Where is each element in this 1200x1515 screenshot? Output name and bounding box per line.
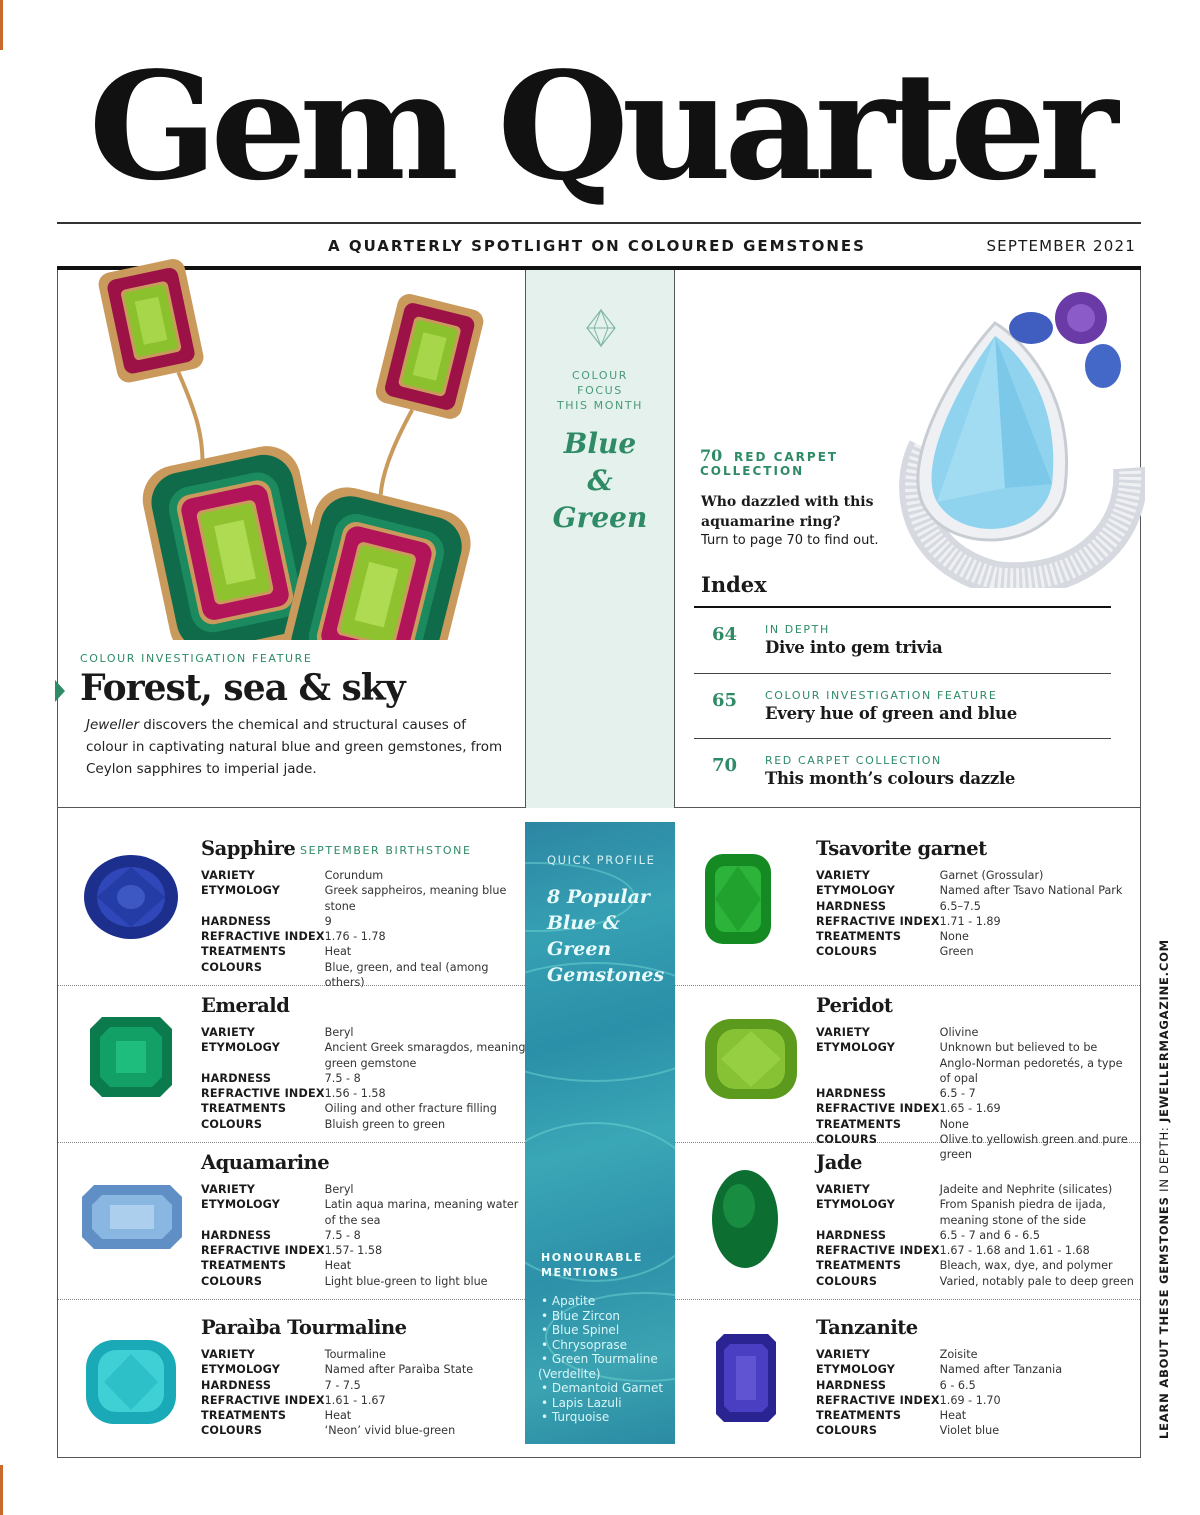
emerald-gem-image [88, 1015, 174, 1099]
index-headline: Every hue of green and blue [765, 704, 1017, 723]
colour-focus-label: COLOUR FOCUS THIS MONTH [556, 369, 644, 412]
paraiba-tourmaline-gem-image [84, 1338, 178, 1426]
peridot-gem-image [703, 1017, 799, 1101]
gem-name: Jade [816, 1151, 862, 1174]
gem-facts-table: VARIETY Jadeite and Nephrite (silicates) ETYMOLOGY From Spanish piedra de ijada, meaning stone of the side HARDNESS 6.5 - 7 and 6 - 6.5 REFRACTIVE INDEX 1.67 - 1.68 and 1.61 - 1.68 TREATMENTS Bleach, wax, dye, and polymer COLOURS Varied, notably pale to deep green [816, 1183, 1134, 1288]
gem-name: Paraìba Tourmaline [201, 1316, 407, 1339]
colour-focus-title: Blue & Green [552, 427, 648, 534]
gem-name: Aquamarine [201, 1151, 330, 1174]
list-item: • Apatite [541, 1294, 596, 1308]
feature-title: Forest, sea & sky [80, 667, 405, 709]
feature-body [86, 714, 506, 780]
index-item[interactable] [694, 608, 1111, 673]
row-divider [58, 1142, 525, 1143]
index-page-number: 70 [712, 755, 738, 776]
feature-body-text: discovers the chemical and structural causes of colour in captivating natural blue and green gemstones, from Ceylon sapphires to imperial jade. [86, 717, 503, 777]
sapphire-gem-image [82, 852, 180, 942]
tagline: A QUARTERLY SPOTLIGHT ON COLOURED GEMSTONES [328, 237, 866, 255]
row-divider [675, 1299, 1140, 1300]
quick-profile-title: 8 Popular Blue & Green Gemstones [547, 886, 665, 986]
gem-facts-table: VARIETY Beryl ETYMOLOGY Latin aqua marina, meaning water of the sea HARDNESS 7.5 - 8 REFRACTIVE INDEX 1.57- 1.58 TREATMENTS Heat COLOURS Light blue-green to light blue [201, 1183, 519, 1288]
index-kicker: RED CARPET COLLECTION [765, 754, 942, 767]
list-item: • Demantoid Garnet [541, 1381, 664, 1395]
website-side-text: LEARN ABOUT THESE GEMSTONES IN DEPTH: JEWELLERMAGAZINE.COM [1157, 939, 1171, 1439]
crop-mark [0, 1465, 3, 1515]
red-carpet-question: Who dazzled with this aquamarine ring? [701, 494, 874, 530]
list-item: • Chrysoprase [541, 1337, 628, 1352]
index-headline: Dive into gem trivia [765, 638, 943, 657]
red-carpet-page-number: 70 [700, 446, 723, 465]
list-item: • Blue Zircon [541, 1308, 621, 1323]
feature-kicker: COLOUR INVESTIGATION FEATURE [80, 652, 313, 665]
website-link[interactable]: JEWELLERMAGAZINE.COM [1157, 939, 1171, 1122]
gem-name: Peridot [816, 994, 893, 1017]
gem-facts-table: VARIETY Beryl ETYMOLOGY Ancient Greek smaragdos, meaning green gemstone HARDNESS 7.5 - 8 REFRACTIVE INDEX 1.56 - 1.58 TREATMENTS Oiling and other fracture filling COLOURS Bluish green to green [201, 1026, 526, 1131]
list-item: (Verdelite) [538, 1366, 601, 1381]
index-item[interactable] [694, 673, 1111, 738]
list-item: • Blue Spinel [541, 1323, 620, 1337]
list-item: • Lapis Lazuli [541, 1395, 622, 1410]
gem-name: Emerald [201, 994, 290, 1017]
index-page-number: 64 [712, 624, 738, 645]
quick-profile-label: QUICK PROFILE [547, 853, 656, 867]
red-carpet-answer: Turn to page 70 to find out. [701, 533, 879, 548]
gem-outline-icon [584, 308, 618, 348]
gem-name: Tsavorite garnet [816, 837, 987, 860]
crop-mark [0, 0, 3, 50]
row-divider [58, 1299, 525, 1300]
tsavorite-garnet-gem-image [703, 852, 773, 946]
tanzanite-gem-image [714, 1332, 778, 1424]
jade-gem-image [710, 1168, 780, 1270]
feature-arrow-icon [55, 680, 65, 702]
aquamarine-ring-image [885, 288, 1145, 588]
index-headline: This month’s colours dazzle [765, 769, 1016, 788]
colour-focus-panel [525, 270, 675, 808]
index-kicker: IN DEPTH [765, 623, 830, 636]
gem-facts-table: VARIETY Olivine ETYMOLOGY Unknown but believed to be Anglo-Norman pedoretés, a type of opal HARDNESS 6.5 - 7 REFRACTIVE INDEX 1.65 - 1.69 TREATMENTS None COLOURS Olive to yellowish green and pure green [816, 1026, 1128, 1162]
gem-name: Sapphire [201, 837, 296, 860]
masthead-title: Gem Quarter [88, 39, 1112, 213]
honourable-mentions-list [538, 1294, 675, 1425]
honourable-mentions-label: HONOURABLE MENTIONS [541, 1251, 643, 1279]
earrings-image [90, 240, 530, 640]
gem-facts-table: VARIETY Garnet (Grossular) ETYMOLOGY Named after Tsavo National Park HARDNESS 6.5–7.5 REFRACTIVE INDEX 1.71 - 1.89 TREATMENTS None COLOURS Green [816, 869, 1123, 959]
issue-date: SEPTEMBER 2021 [986, 237, 1136, 255]
red-carpet-kicker: RED CARPET COLLECTION [700, 450, 839, 478]
list-item: • Turquoise [541, 1410, 610, 1424]
index-title: Index [701, 572, 767, 597]
aquamarine-gem-image [80, 1183, 184, 1251]
index-kicker: COLOUR INVESTIGATION FEATURE [765, 689, 998, 702]
masthead-rule [57, 222, 1141, 224]
list-item: • Green Tourmaline [541, 1352, 658, 1366]
index-page-number: 65 [712, 690, 738, 711]
gem-name: Tanzanite [816, 1316, 918, 1339]
right-earring [275, 284, 527, 640]
quick-profile-panel [525, 822, 675, 1444]
index-item[interactable] [694, 738, 1111, 803]
row-divider [675, 985, 1140, 986]
gem-facts-table: VARIETY Tourmaline ETYMOLOGY Named after Paraìba State HARDNESS 7 - 7.5 REFRACTIVE INDEX 1.61 - 1.67 TREATMENTS Heat COLOURS ‘Neon’ vivid blue-green [201, 1348, 474, 1438]
gem-tag: SEPTEMBER BIRTHSTONE [300, 844, 472, 857]
feature-body-italic: Jeweller [86, 717, 139, 733]
gem-facts-table: VARIETY Zoisite ETYMOLOGY Named after Tanzania HARDNESS 6 - 6.5 REFRACTIVE INDEX 1.69 - 1.70 TREATMENTS Heat COLOURS Violet blue [816, 1348, 1063, 1438]
gem-facts-table: VARIETY Corundum ETYMOLOGY Greek sappheiros, meaning blue stone HARDNESS 9 REFRACTIVE INDEX 1.76 - 1.78 TREATMENTS Heat COLOURS Blue, green, and teal (among others) [201, 869, 507, 990]
